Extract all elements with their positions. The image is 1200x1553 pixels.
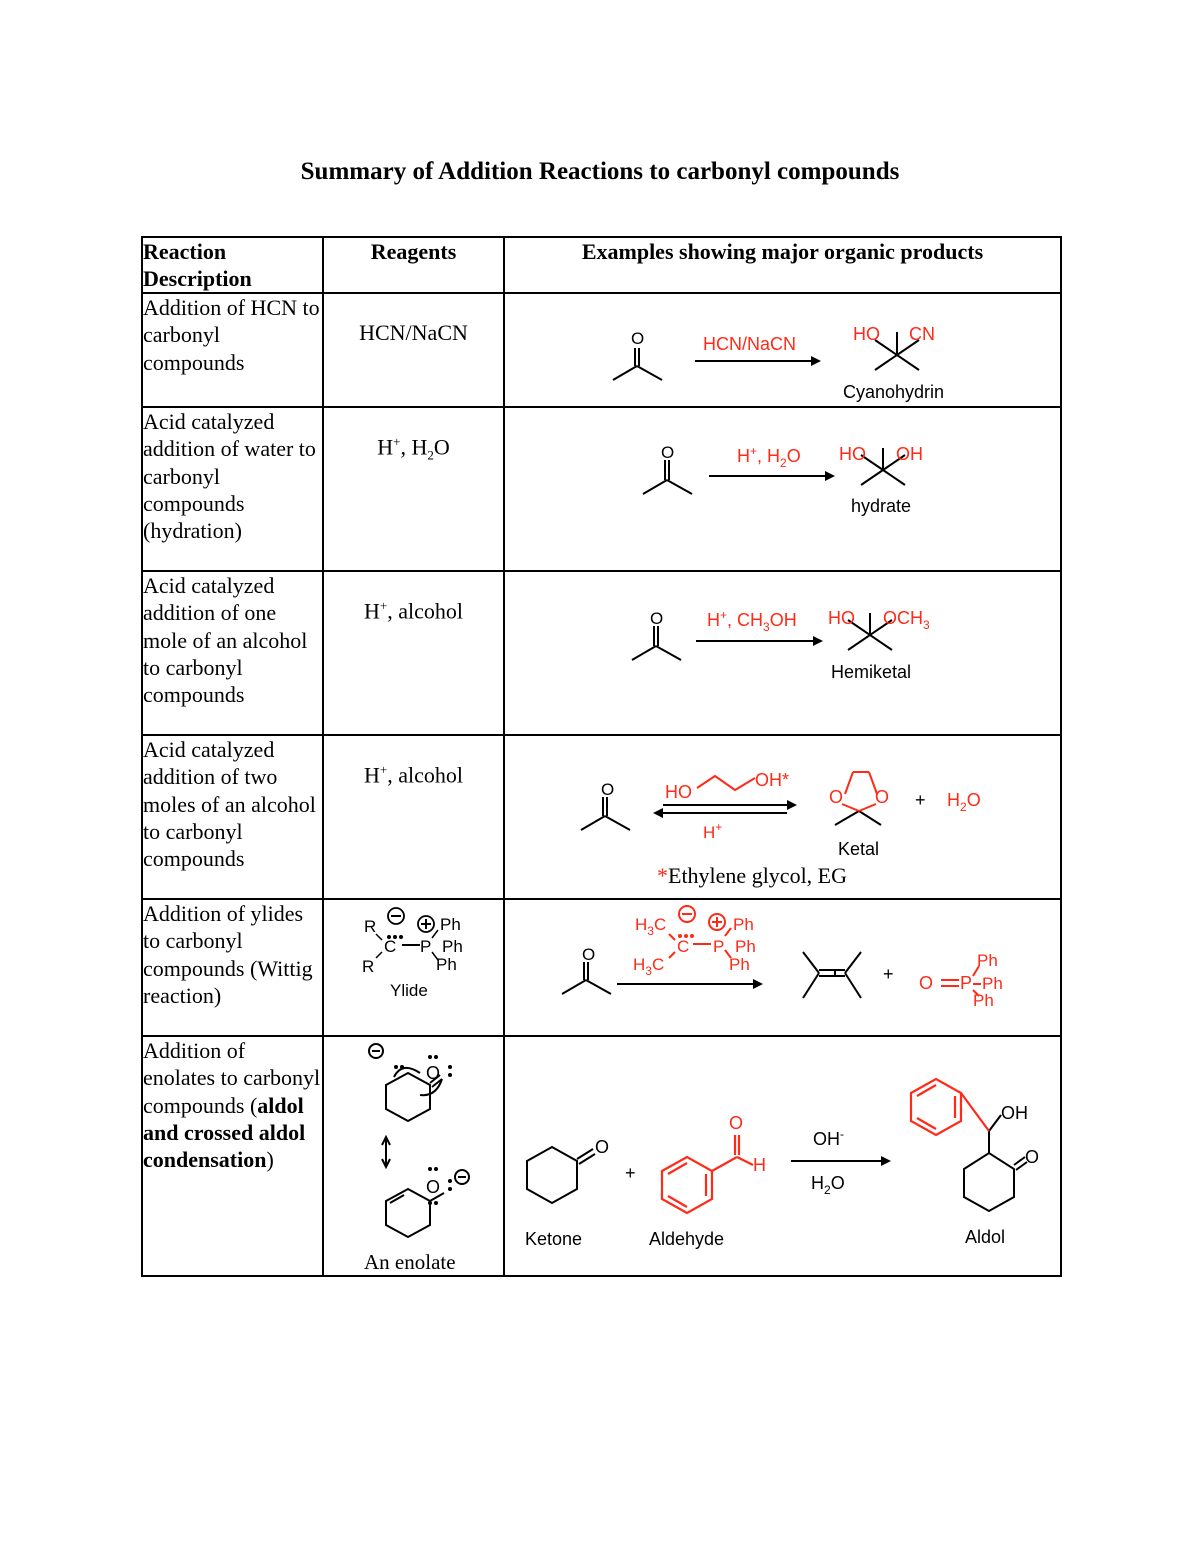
oxide-ph1: Ph	[977, 951, 998, 970]
ketone-o: O	[595, 1137, 610, 1157]
header-description: Reaction Description	[142, 237, 323, 293]
aldol-name: Aldol	[965, 1227, 1006, 1247]
plus-sign: +	[883, 964, 894, 984]
row-example	[504, 1036, 1061, 1276]
carbonyl-o-label: O	[661, 443, 675, 462]
row-example	[504, 571, 1061, 735]
ylide-ph1: Ph	[440, 915, 461, 934]
reagent-text: H+, alcohol	[364, 598, 463, 624]
row-description: Acid catalyzed addition of water to carbonyl compounds (hydration)	[142, 407, 323, 571]
product-left-label: HO	[853, 324, 880, 344]
enolate-name: An enolate	[364, 1250, 456, 1274]
product-name: Hemiketal	[831, 662, 912, 682]
r-bottom: R	[362, 957, 375, 976]
ylide-ph3: Ph	[729, 955, 750, 974]
oxide-o: O	[919, 973, 934, 993]
aldehyde-h: H	[753, 1155, 766, 1175]
arrow-label: H+, $H_2O$	[737, 444, 801, 470]
carbonyl-o-label: O	[582, 945, 596, 964]
wittig-reaction-scheme	[505, 900, 1061, 1036]
product-right-label: CN	[909, 324, 935, 344]
row-example	[504, 899, 1061, 1036]
enolate-o-bottom: O	[426, 1177, 441, 1197]
hydration-reaction-scheme	[505, 408, 1061, 572]
reagent-text: H+, alcohol	[364, 762, 463, 788]
row-description: Acid catalyzed addition of one mole of an alcohol to carbonyl compounds	[142, 571, 323, 735]
hcn-reaction-scheme	[505, 294, 1061, 408]
ylide-phosphorus: P	[713, 937, 725, 956]
ylide-name: Ylide	[390, 981, 428, 1000]
aldol-oh: OH	[1001, 1103, 1028, 1123]
carbonyl-o-label: O	[601, 780, 615, 799]
table-header-row	[142, 237, 1061, 293]
summary-table	[141, 236, 1062, 1277]
ylide-ph2: Ph	[442, 937, 463, 956]
row-description: Acid catalyzed addition of two moles of an alcohol to carbonyl compounds	[142, 735, 323, 899]
aldehyde-name: Aldehyde	[649, 1229, 725, 1249]
table-row	[142, 407, 1061, 571]
ylide-ph1: Ph	[733, 915, 754, 934]
footnote: *Ethylene glycol, EG	[657, 863, 848, 888]
ylide-carbon: C	[677, 937, 690, 956]
row-reagents	[323, 407, 504, 571]
ylide-ph3: Ph	[436, 955, 457, 974]
table-row	[142, 1036, 1061, 1276]
aldol-reaction-scheme	[505, 1037, 1061, 1277]
row-example	[504, 735, 1061, 899]
arrow-label: H+, $CH_3OH$	[707, 608, 797, 634]
row-example	[504, 293, 1061, 407]
table-row	[142, 899, 1061, 1036]
oxide-ph3: Ph	[973, 991, 994, 1010]
row-example	[504, 407, 1061, 571]
aldehyde-o: O	[729, 1113, 744, 1133]
enolate-structure	[324, 1037, 504, 1277]
ketone-name: Ketone	[525, 1229, 583, 1249]
row-reagents	[323, 899, 504, 1036]
table-row	[142, 293, 1061, 407]
ring-o-left: O	[829, 787, 844, 807]
arrow-bottom-label: $H_2O$	[811, 1173, 845, 1197]
ylide-ph2: Ph	[735, 937, 756, 956]
arrow-top-label: OH-	[813, 1127, 844, 1149]
row-reagents	[323, 571, 504, 735]
reagent-bottom: H+	[703, 820, 723, 842]
row-description: Addition of enolates to carbonyl compounds (aldol and crossed aldol condensation)	[142, 1036, 323, 1276]
row-reagents	[323, 1036, 504, 1276]
methyl-top: $H_3C$	[635, 915, 667, 938]
table-row	[142, 735, 1061, 899]
reagent-text: HCN/NaCN	[359, 320, 468, 345]
ylide-carbon: C	[384, 937, 397, 956]
oxide-ph2: Ph	[982, 974, 1003, 993]
reagent-text: H+, $H_2O$	[377, 434, 450, 463]
ring-o-right: O	[875, 787, 890, 807]
enolate-o-top: O	[426, 1063, 441, 1083]
row-reagents	[323, 735, 504, 899]
product-name: Ketal	[838, 839, 880, 859]
header-reagents: Reagents	[323, 237, 504, 293]
hemiketal-reaction-scheme	[505, 572, 1061, 736]
plus-sign: +	[915, 790, 926, 810]
ylide-phosphorus: P	[420, 937, 432, 956]
carbonyl-o-label: O	[650, 609, 664, 628]
header-examples: Examples showing major organic products	[504, 237, 1061, 293]
row-reagents	[323, 293, 504, 407]
reagent-top-left: HO	[665, 782, 692, 802]
row-description: Addition of HCN to carbonyl compounds	[142, 293, 323, 407]
arrow-label: HCN/NaCN	[703, 334, 797, 354]
water-byproduct: $H_2O$	[947, 790, 981, 814]
product-right-label: $OCH_3$	[883, 608, 930, 632]
r-top: R	[364, 917, 377, 936]
product-name: hydrate	[851, 496, 912, 516]
page-title: Summary of Addition Reactions to carbonyl compounds	[300, 158, 900, 185]
methyl-bottom: $H_3C$	[633, 955, 665, 978]
product-left-label: HO	[839, 444, 866, 464]
ketal-reaction-scheme	[505, 736, 1061, 900]
product-left-label: HO	[828, 608, 855, 628]
aldol-o: O	[1025, 1147, 1040, 1167]
table-row	[142, 571, 1061, 735]
oxide-p: P	[960, 973, 973, 993]
row-description: Addition of ylides to carbonyl compounds (Wittig reaction)	[142, 899, 323, 1036]
product-name: Cyanohydrin	[843, 382, 945, 402]
plus-sign: +	[625, 1163, 636, 1183]
ylide-structure	[324, 900, 504, 1036]
reagent-top-right: OH*	[755, 770, 790, 790]
product-right-label: OH	[896, 444, 923, 464]
carbonyl-o-label: O	[631, 329, 645, 348]
